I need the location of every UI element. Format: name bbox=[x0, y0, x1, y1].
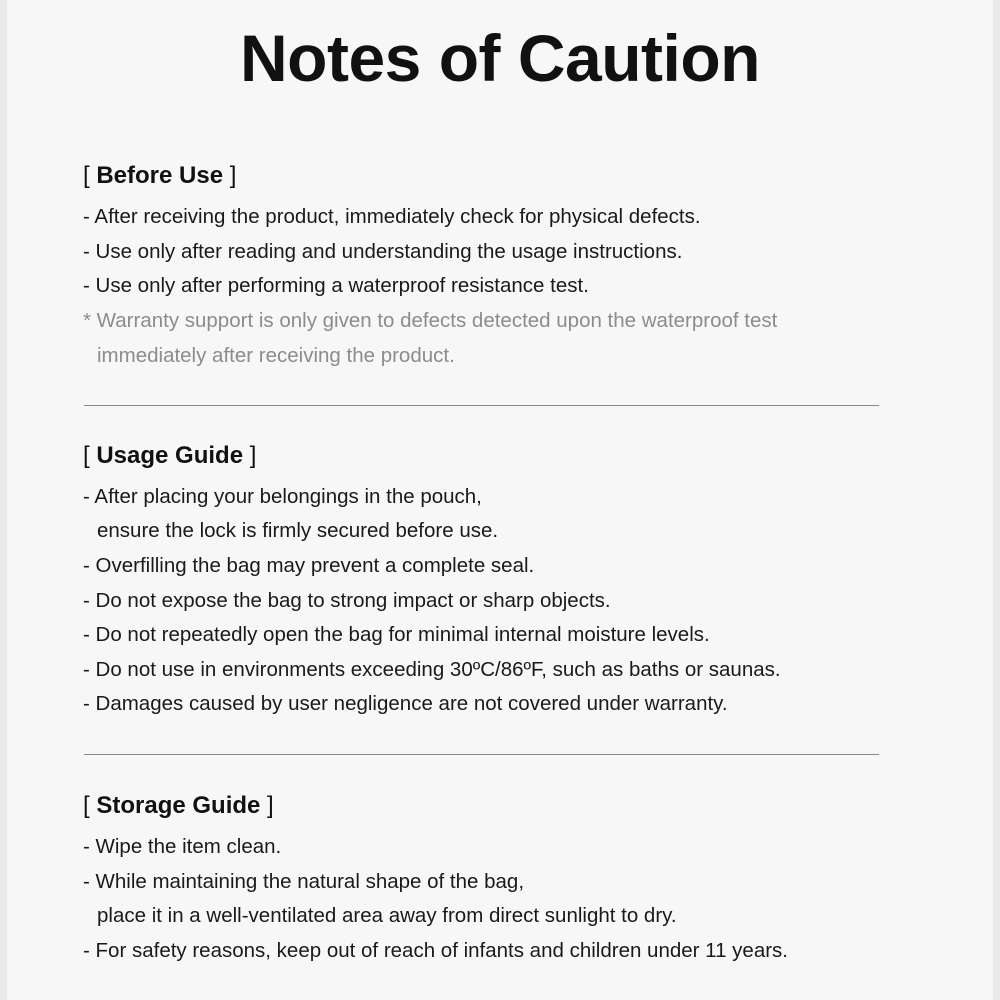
section-heading-label: Before Use bbox=[96, 162, 224, 189]
list-item: - Do not use in environments exceeding 30ºC/86ºF, such as baths or saunas. bbox=[83, 658, 781, 681]
list-item: - After placing your belongings in the pouch, bbox=[83, 485, 482, 508]
warranty-note-continued: immediately after receiving the product. bbox=[97, 344, 455, 367]
section-divider bbox=[84, 405, 879, 406]
list-item: - Overfilling the bag may prevent a complete seal. bbox=[83, 554, 535, 577]
list-item: - After receiving the product, immediately check for physical defects. bbox=[83, 205, 701, 228]
list-item-continued: place it in a well-ventilated area away from direct sunlight to dry. bbox=[97, 904, 677, 927]
section-heading-label: Usage Guide bbox=[96, 442, 244, 469]
list-item: - Do not expose the bag to strong impact or sharp objects. bbox=[83, 589, 611, 612]
list-item: - Do not repeatedly open the bag for minimal internal moisture levels. bbox=[83, 623, 710, 646]
section-heading-usage-guide: [ Usage Guide ] bbox=[83, 442, 257, 469]
list-item: - Use only after performing a waterproof resistance test. bbox=[83, 274, 589, 297]
list-item: - Use only after reading and understanding the usage instructions. bbox=[83, 240, 683, 263]
list-item: - Damages caused by user negligence are not covered under warranty. bbox=[83, 692, 728, 715]
warranty-note: * Warranty support is only given to defects detected upon the waterproof test bbox=[83, 309, 778, 332]
section-divider bbox=[84, 754, 879, 755]
list-item-continued: ensure the lock is firmly secured before use. bbox=[97, 519, 499, 542]
list-item: - While maintaining the natural shape of the bag, bbox=[83, 870, 525, 893]
page-title: Notes of Caution bbox=[240, 21, 760, 95]
section-heading-before-use: [ Before Use ] bbox=[83, 162, 237, 189]
section-heading-label: Storage Guide bbox=[96, 792, 261, 819]
list-item: - Wipe the item clean. bbox=[83, 835, 282, 858]
section-heading-storage-guide: [ Storage Guide ] bbox=[83, 792, 274, 819]
list-item: - For safety reasons, keep out of reach of infants and children under 11 years. bbox=[83, 939, 788, 962]
